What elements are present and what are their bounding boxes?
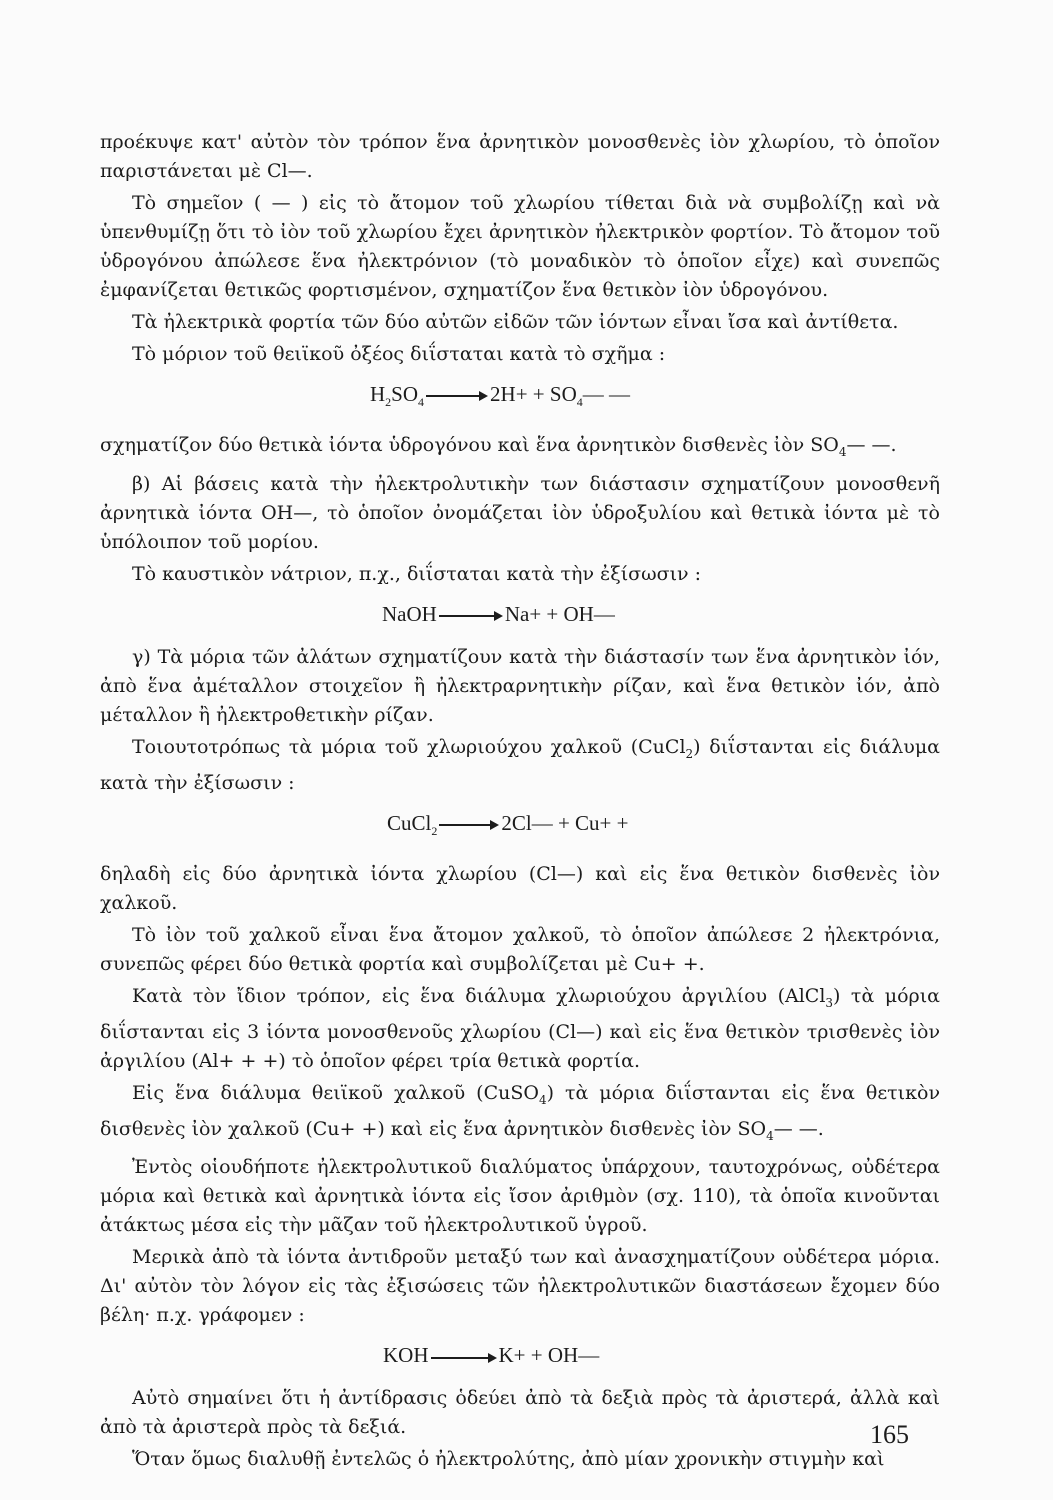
equation-text: NaOH xyxy=(382,601,437,626)
equation-plus: + xyxy=(541,601,564,626)
paragraph-text: Κατὰ τὸν ἴδιον τρόπον, εἰς ἕνα διάλυμα χλωριούχου ἀργιλίου (AlCl xyxy=(132,984,826,1007)
equation-sulfuric-acid xyxy=(370,379,940,417)
equation-text: Na+ xyxy=(504,601,542,626)
paragraph xyxy=(100,431,940,467)
equation-plus: + xyxy=(525,1343,548,1368)
equation-subscript: 4 xyxy=(418,395,425,410)
paragraph: Τὸ καυστικὸν νάτριον, π.χ., διΐσταται κατὰ τὴν ἐξίσωσιν : xyxy=(132,562,702,585)
equation-text: H xyxy=(370,382,386,406)
reaction-arrow-icon xyxy=(439,820,499,830)
page-number: 165 xyxy=(870,1420,909,1449)
subscript: 4 xyxy=(838,444,847,459)
equation-copper-chloride xyxy=(387,808,940,846)
equation-subscript: 2 xyxy=(431,823,438,838)
paragraph: Τὸ σημεῖον ( — ) εἰς τὸ ἄτομον τοῦ χλωρίου τίθεται διὰ νὰ συμβολίζῃ καὶ νὰ ὑπενθυμίζῃ ὅτι τὸ ἰὸν τοῦ χλωρίου ἔχει ἀρνητικὸν ἠλεκτρικὸν φορτίον. Τὸ ἄτομον τοῦ ὑδρογόνου ἀπώλεσε ἕνα ἠλεκτρόνιον (τὸ μοναδικὸν τὸ ὁποῖον εἶχε) καὶ συνεπῶς ἐμφανίζεται θετικῶς φορτισμένον, σχηματίζον ἕνα θετικὸν ἰὸν ὑδρογόνου. xyxy=(100,192,940,301)
paragraph-text: σχηματίζον δύο θετικὰ ἰόντα ὑδρογόνου καὶ ἕνα ἀρνητικὸν δισθενὲς ἰὸν SO xyxy=(100,434,839,457)
reaction-arrow-icon xyxy=(426,391,488,401)
equation-subscript: 2 xyxy=(385,395,392,410)
equation-subscript: 4 xyxy=(576,395,583,410)
subscript: 3 xyxy=(825,995,834,1010)
paragraph: Τὸ ἰὸν τοῦ χαλκοῦ εἶναι ἕνα ἄτομον χαλκοῦ, τὸ ὁποῖον ἀπώλεσε 2 ἠλεκτρόνια, συνεπῶς φέρει δύο θετικὰ φορτία καὶ συμβολίζεται μὲ Cu+ +. xyxy=(100,923,940,975)
subscript: 2 xyxy=(685,746,694,761)
equation-sodium-hydroxide xyxy=(382,599,940,629)
equation-text: CuCl xyxy=(387,810,432,835)
equation-plus: + xyxy=(552,810,576,835)
paragraph: Μερικὰ ἀπὸ τὰ ἰόντα ἀντιδροῦν μεταξύ των καὶ ἀνασχηματίζουν οὐδέτερα μόρια. Δι' αὐτὸν τὸν λόγον εἰς τὰς ἐξισώσεις τῶν ἠλεκτρολυτικῶν διαστάσεων ἔχομεν δύο βέλη· π.χ. γράφομεν : xyxy=(100,1246,940,1327)
equation-text: OH— xyxy=(547,1343,600,1368)
paragraph-text: — —. xyxy=(846,434,897,457)
equation-text: 2Cl— xyxy=(501,810,553,835)
subscript: 4 xyxy=(538,1092,547,1107)
paragraph: Τὸ μόριον τοῦ θειϊκοῦ ὀξέος διΐσταται κατὰ τὸ σχῆμα : xyxy=(132,343,666,365)
reaction-arrow-icon xyxy=(439,611,503,621)
reaction-arrow-icon xyxy=(431,1353,497,1363)
paragraph-text: Τοιουτοτρόπως τὰ μόρια τοῦ χλωριούχου χαλκοῦ (CuCl xyxy=(132,735,686,758)
equation-text: K+ xyxy=(498,1343,526,1368)
paragraph: Ἐντὸς οἱουδήποτε ἠλεκτρολυτικοῦ διαλύματος ὑπάρχουν, ταυτοχρόνως, οὐδέτερα μόρια καὶ θετικὰ καὶ ἀρνητικὰ ἰόντα εἰς ἴσον ἀριθμὸν (σχ. 110), τὰ ὁποῖα κινοῦνται ἀτάκτως μέσα εἰς τὴν μᾶζαν τοῦ ἠλεκτρολυτικοῦ ὑγροῦ. xyxy=(100,1156,940,1237)
equation-text: SO xyxy=(549,382,577,406)
paragraph xyxy=(100,982,940,1076)
equation-plus: + xyxy=(527,382,550,406)
equation-text: Cu+ + xyxy=(575,810,629,835)
paragraph: Τὰ ἠλεκτρικὰ φορτία τῶν δύο αὐτῶν εἰδῶν τῶν ἰόντων εἶναι ἴσα καὶ ἀντίθετα. xyxy=(132,311,899,333)
paragraph: β) Αἱ βάσεις κατὰ τὴν ἠλεκτρολυτικὴν των διάστασιν σχηματίζουν μονοσθενῆ ἀρνητικὰ ἰόντα OH—, τὸ ὁποῖον ὀνομάζεται ἰὸν ὑδροξυλίου καὶ θετικὰ ἰόντα μὲ τὸ ὑπόλοιπον τοῦ μορίου. xyxy=(100,472,940,553)
subscript: 4 xyxy=(766,1128,774,1143)
paragraph: γ) Τὰ μόρια τῶν ἀλάτων σχηματίζουν κατὰ τὴν διάστασίν των ἕνα ἀρνητικὸν ἰόν, ἀπὸ ἕνα ἀμέταλλον στοιχεῖον ἢ ἠλεκτραρνητικὴν ρίζαν, καὶ ἕνα θετικὸν ἰόν, ἀπὸ μέταλλον ἢ ἠλεκτροθετικὴν ρίζαν. xyxy=(100,645,940,726)
equation-text: SO xyxy=(391,382,419,406)
paragraph: προέκυψε κατ' αὐτὸν τὸν τρόπον ἕνα ἀρνητικὸν μονοσθενὲς ἰὸν χλωρίου, τὸ ὁποῖον παριστάνεται μὲ Cl—. xyxy=(100,131,940,182)
paragraph: δηλαδὴ εἰς δύο ἀρνητικὰ ἰόντα χλωρίου (Cl—) καὶ εἰς ἕνα θετικὸν δισθενὲς ἰὸν χαλκοῦ. xyxy=(100,862,940,914)
equation-text: KOH xyxy=(383,1343,429,1368)
equation-potassium-hydroxide xyxy=(383,1340,940,1370)
paragraph-text: ) τὰ μόρια διΐστανται εἰς 3 ἰόντα μονοσθενοῦς χλωρίου (Cl—) καὶ εἰς ἕνα θετικὸν τρισθενὲς ἰὸν ἀργιλίου (Al+ + +) τὸ ὁποῖον φέρει τρία θετικὰ φορτία. xyxy=(100,984,940,1072)
paragraph-text: — —. xyxy=(773,1117,824,1140)
equation-text: 2H+ xyxy=(490,382,528,406)
paragraph: Αὐτὸ σημαίνει ὅτι ἡ ἀντίδρασις ὁδεύει ἀπὸ τὰ δεξιὰ πρὸς τὰ ἀριστερά, ἀλλὰ καὶ ἀπὸ τὰ ἀριστερὰ πρὸς τὰ δεξιά. xyxy=(100,1387,940,1439)
equation-text: OH— xyxy=(563,601,615,626)
page-body xyxy=(100,128,940,1474)
paragraph xyxy=(100,733,940,798)
paragraph-text: ) διΐστανται εἰς διάλυμα κατὰ τὴν ἐξίσωσιν : xyxy=(100,735,940,794)
paragraph-text: ) τὰ μόρια διΐστανται εἰς ἕνα θετικὸν δισθενὲς ἰὸν χαλκοῦ (Cu+ +) καὶ εἰς ἕνα ἀρνητικὸν δισθενὲς ἰὸν SO xyxy=(100,1081,940,1140)
paragraph: Ὅταν ὅμως διαλυθῇ ἐντελῶς ὁ ἠλεκτρολύτης, ἀπὸ μίαν χρονικὴν στιγμὴν καὶ xyxy=(132,1448,885,1471)
paragraph xyxy=(100,1079,940,1151)
paragraph-text: Εἰς ἕνα διάλυμα θειϊκοῦ χαλκοῦ (CuSO xyxy=(132,1081,539,1104)
equation-charge: — — xyxy=(582,382,630,406)
